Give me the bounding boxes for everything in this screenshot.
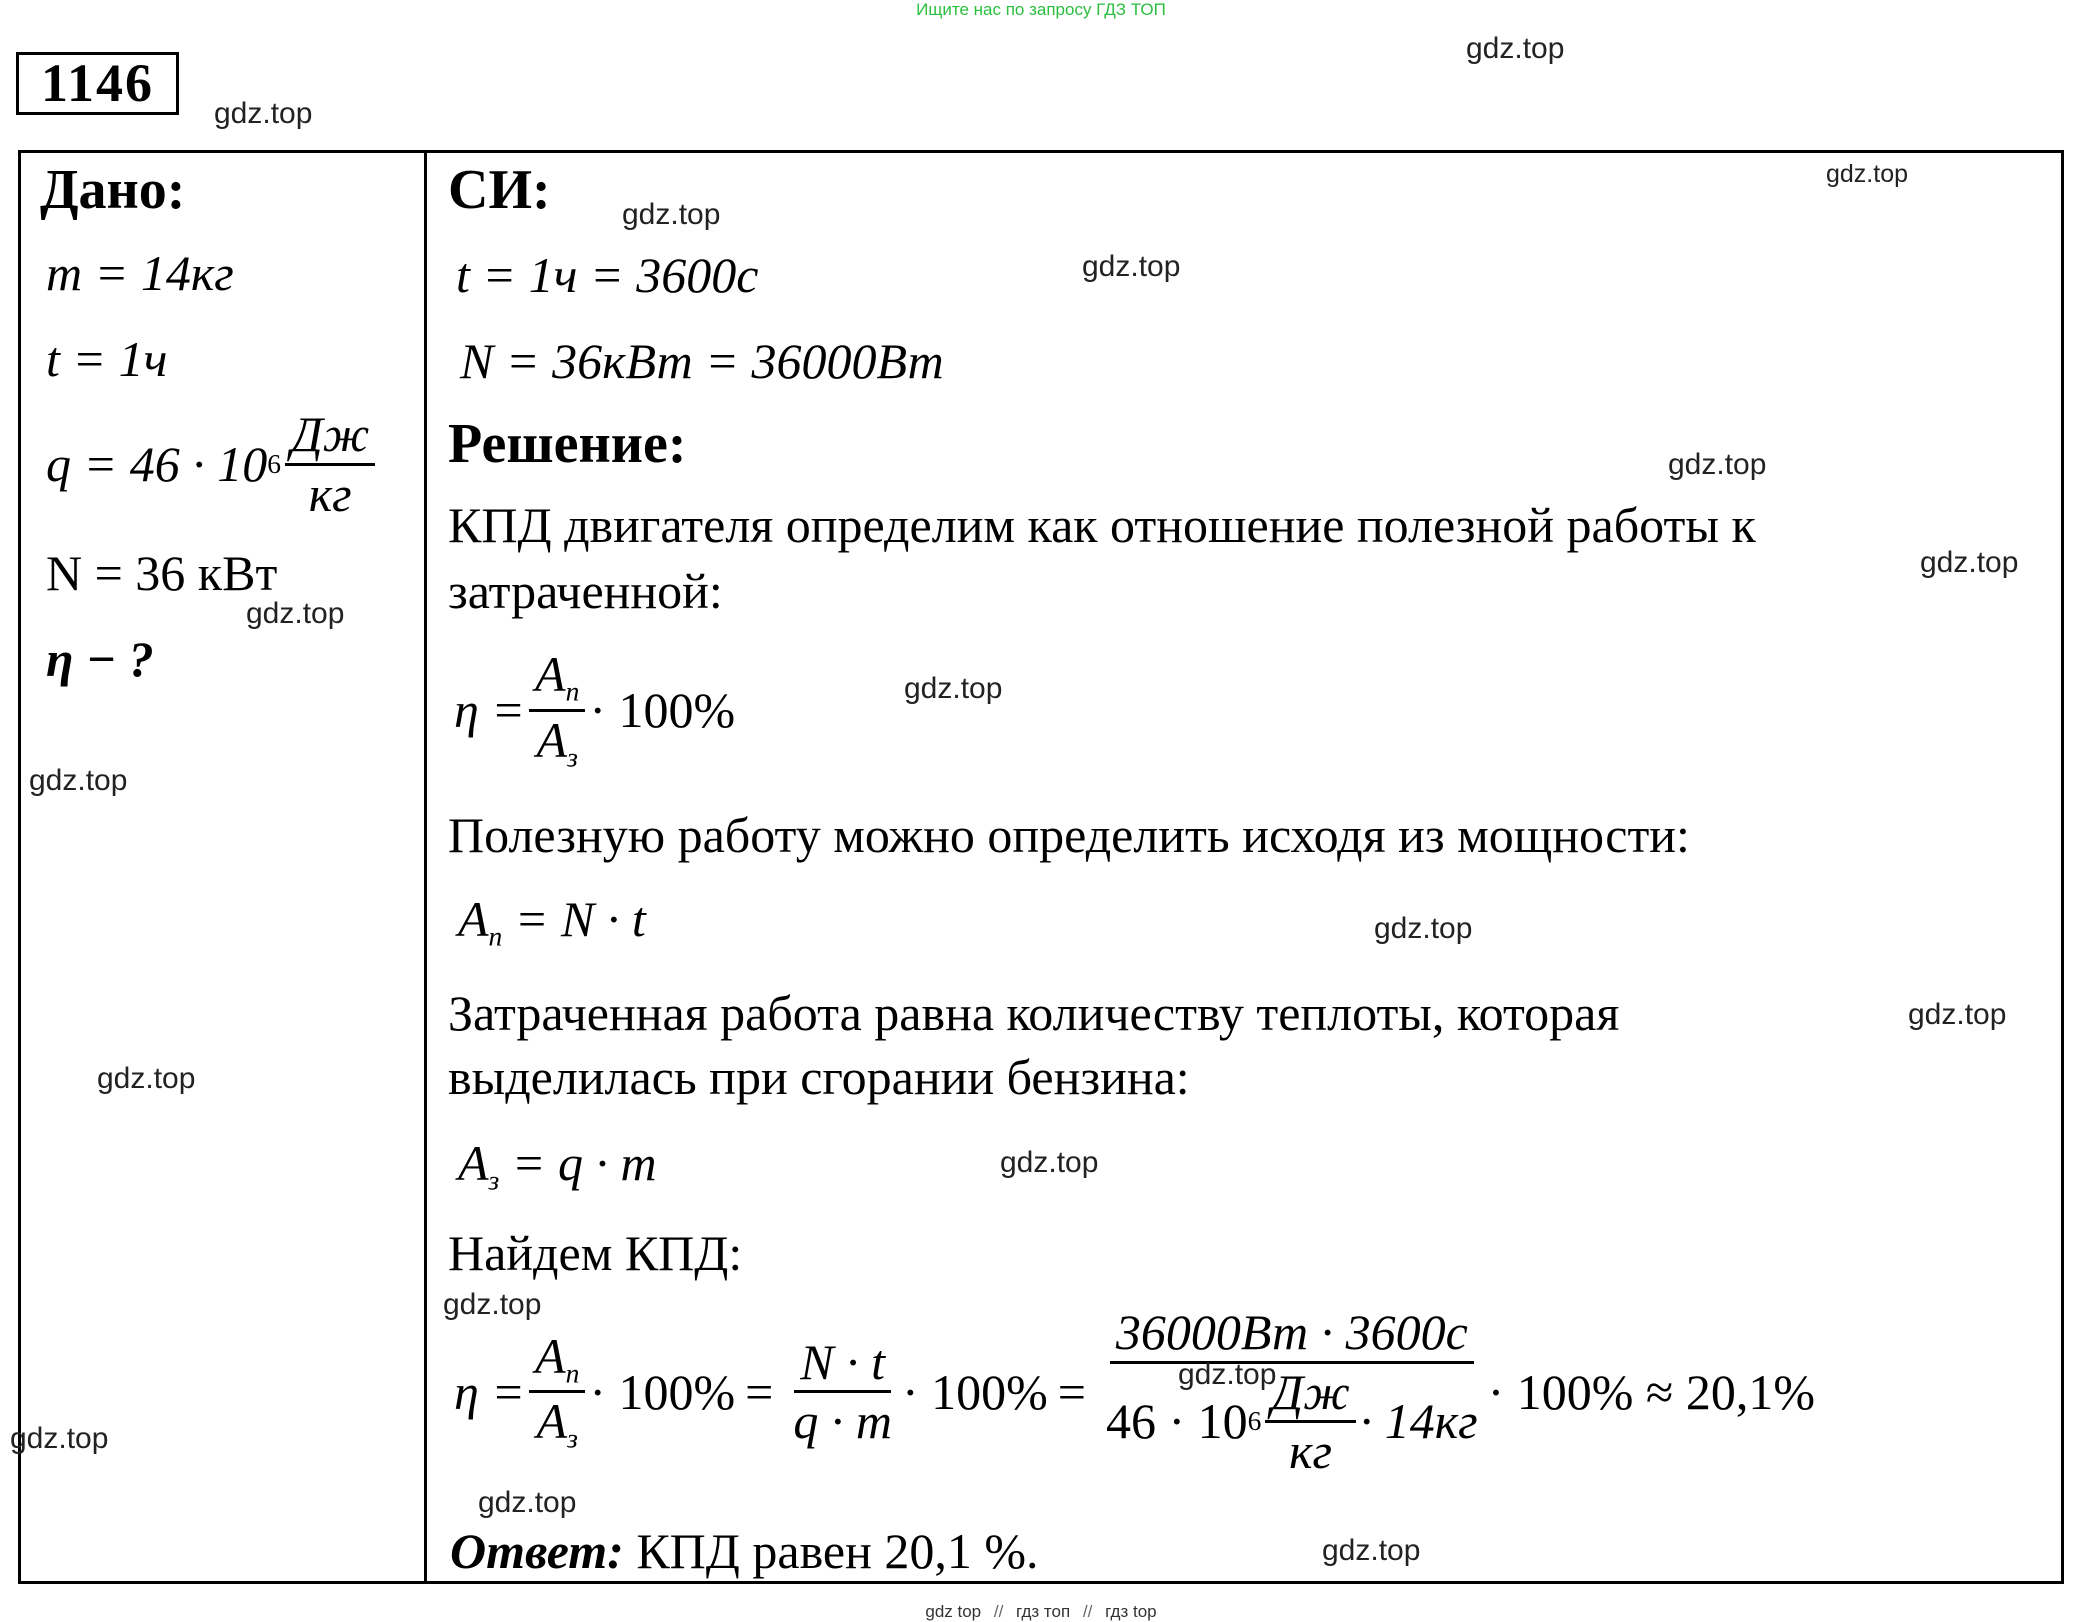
watermark: gdz.top [622, 198, 721, 231]
final-den-left: 46 · 10 [1105, 1393, 1248, 1450]
spent-work-rhs: = q · m [511, 1135, 657, 1191]
solution-paragraph-1-cont: затраченной: [448, 563, 723, 619]
answer-line [450, 1522, 1039, 1580]
watermark: gdz.top [1178, 1358, 1277, 1391]
watermark: gdz.top [97, 1062, 196, 1095]
footer-links [0, 1602, 2082, 1622]
final-numeric-num: 36000Вт · 3600с [1110, 1306, 1474, 1364]
footer-link-3[interactable]: гдз top [1105, 1602, 1157, 1621]
solution-paragraph-1: КПД двигателя определим как отношение полезной работы к [448, 497, 1756, 553]
answer-label: Ответ: [450, 1523, 624, 1579]
given-heat-left: q = 46 · 10 [46, 436, 268, 492]
formula-efficiency [454, 648, 735, 772]
final-useful-sub: n [565, 1357, 580, 1389]
given-find: η − ? [46, 631, 154, 687]
final-useful-symbol: A [535, 1327, 566, 1384]
answer-text: КПД равен 20,1 %. [623, 1523, 1039, 1579]
given-mass: m = 14кг [46, 245, 234, 301]
spent-work-sub: з [488, 1164, 500, 1196]
final-den-exp: 6 [1247, 1405, 1262, 1437]
work-spent-sub: з [567, 741, 578, 773]
watermark: gdz.top [1082, 250, 1181, 283]
solution-paragraph-3-cont: выделилась при сгорании бензина: [448, 1049, 1190, 1105]
watermark: gdz.top [1920, 546, 2019, 579]
formula-percent-term: · 100% [589, 682, 736, 738]
given-title: Дано: [40, 159, 186, 221]
final-spent-sub: з [567, 1422, 578, 1454]
final-den-unit [1265, 1363, 1355, 1479]
watermark: gdz.top [1826, 160, 1909, 188]
problem-number-badge: 1146 [16, 52, 179, 115]
formula-eta-lhs: η = [454, 682, 526, 738]
final-power-ratio [787, 1333, 898, 1450]
final-den-right: · 14кг [1359, 1393, 1478, 1450]
search-prompt[interactable]: Ищите нас по запросу ГДЗ ТОП [916, 0, 1166, 19]
final-equals-2: = [1057, 1363, 1086, 1420]
given-time: t = 1ч [46, 331, 168, 387]
watermark: gdz.top [1374, 912, 1473, 945]
formula-useful-work [458, 890, 646, 953]
final-power-num: N · t [794, 1336, 891, 1394]
watermark: gdz.top [1908, 998, 2007, 1031]
solution-paragraph-4: Найдем КПД: [448, 1225, 743, 1281]
watermark: gdz.top [904, 672, 1003, 705]
footer-separator: // [1082, 1602, 1093, 1621]
final-equals-1: = [745, 1363, 774, 1420]
work-useful-symbol: A [535, 646, 566, 702]
final-numeric-den [1100, 1364, 1484, 1478]
work-spent-symbol: A [536, 711, 568, 768]
final-percent-1: · 100% [589, 1363, 736, 1420]
watermark: gdz.top [1000, 1146, 1099, 1179]
watermark: gdz.top [10, 1422, 109, 1455]
watermark: gdz.top [214, 97, 313, 130]
solution-paragraph-2: Полезную работу можно определить исходя из мощности: [448, 807, 1690, 863]
watermark: gdz.top [478, 1486, 577, 1519]
watermark: gdz.top [1668, 448, 1767, 481]
watermark: gdz.top [29, 764, 128, 797]
final-eta-lhs: η = [454, 1363, 526, 1420]
final-percent-2: · 100% [901, 1363, 1048, 1420]
useful-work-rhs: = N · t [514, 891, 646, 947]
footer-link-2[interactable]: гдз топ [1016, 1602, 1071, 1621]
formula-work-ratio [529, 648, 585, 772]
watermark: gdz.top [1466, 32, 1565, 65]
final-work-ratio [529, 1327, 585, 1454]
useful-work-symbol: A [458, 891, 489, 947]
given-heat-value [46, 408, 379, 520]
final-den-unit-num: Дж [1265, 1366, 1355, 1424]
watermark: gdz.top [1322, 1534, 1421, 1567]
given-heat-unit [285, 408, 375, 520]
watermark: gdz.top [246, 597, 345, 630]
final-numeric-ratio [1100, 1306, 1484, 1478]
work-useful-sub: n [565, 675, 580, 707]
useful-work-sub: n [488, 920, 503, 952]
given-heat-unit-den: кг [308, 465, 352, 522]
spent-work-symbol: A [458, 1135, 489, 1191]
watermark: gdz.top [443, 1288, 542, 1321]
given-power: N = 36 кВт [46, 545, 278, 601]
given-heat-unit-num: Дж [285, 408, 375, 466]
final-den-unit-den: кг [1289, 1423, 1332, 1479]
formula-spent-work [458, 1134, 657, 1197]
si-power: N = 36кВт = 36000Вт [460, 333, 944, 389]
footer-separator: // [993, 1602, 1004, 1621]
column-divider [424, 150, 427, 1584]
si-time: t = 1ч = 3600с [456, 247, 759, 303]
solution-paragraph-3: Затраченная работа равна количеству теплоты, которая [448, 985, 1620, 1041]
formula-final [454, 1306, 1815, 1478]
final-result: · 100% ≈ 20,1% [1487, 1363, 1816, 1420]
solution-title: Решение: [448, 413, 687, 475]
final-power-den: q · m [793, 1393, 892, 1450]
final-spent-symbol: A [536, 1393, 568, 1450]
footer-link-1[interactable]: gdz top [925, 1602, 982, 1621]
given-heat-exponent: 6 [267, 448, 281, 479]
si-title: СИ: [448, 159, 551, 221]
